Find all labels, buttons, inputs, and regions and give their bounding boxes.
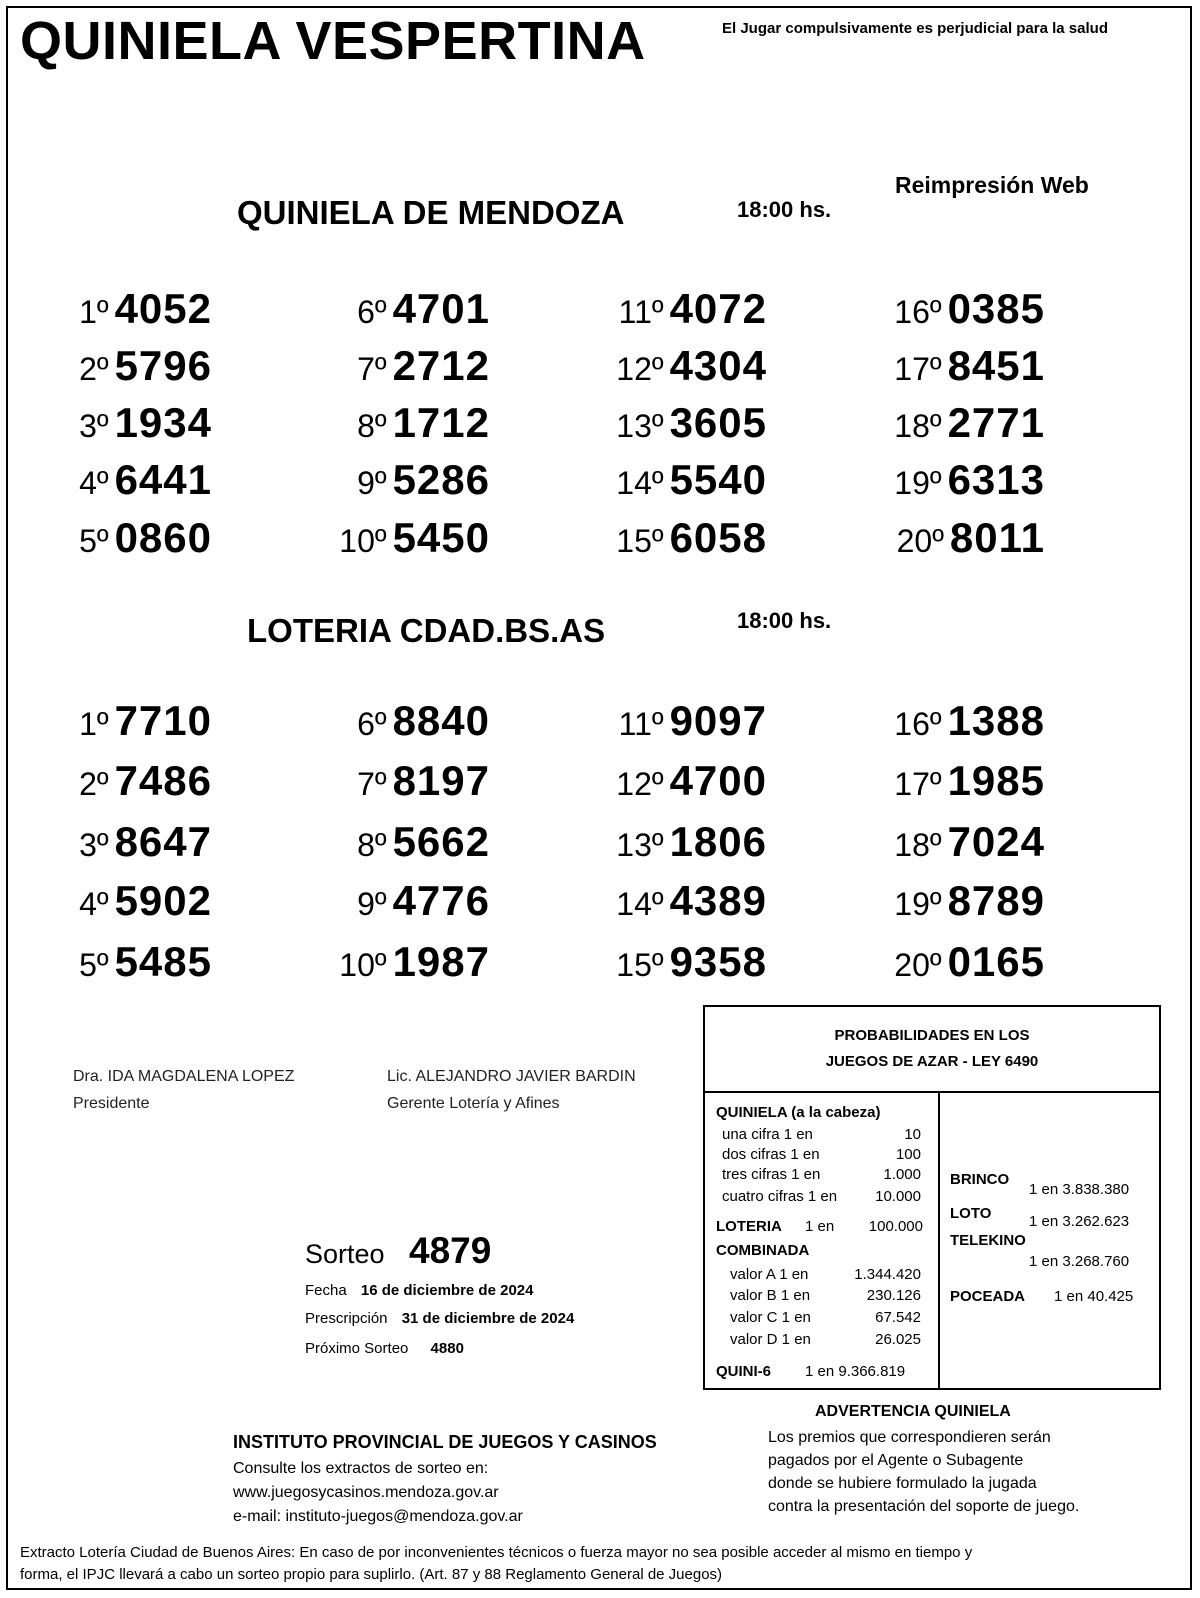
draw-position: 9º <box>357 465 387 501</box>
draw-number: 7024 <box>947 818 1045 865</box>
bsas-title: LOTERIA CDAD.BS.AS <box>247 612 606 649</box>
advertencia-title: ADVERTENCIA QUINIELA <box>815 1403 1011 1420</box>
draw-number: 6313 <box>947 456 1045 503</box>
signature-name: Dra. IDA MAGDALENA LOPEZ <box>73 1068 295 1085</box>
draw-number: 6058 <box>669 514 767 561</box>
draw-position: 17º <box>894 351 942 387</box>
draw-position: 4º <box>79 465 109 501</box>
draw-result <box>557 938 767 985</box>
draw-result <box>2 514 212 561</box>
poceada-prob-label: POCEADA <box>950 1288 1026 1305</box>
institute-block <box>233 1432 657 1529</box>
combinada-prob-label: valor B 1 en <box>730 1287 811 1304</box>
footer-line-1: Extracto Lotería Ciudad de Buenos Aires: En caso de por inconvenientes técnicos o fuerza mayor no sea posible acceder al mismo en tiempo y <box>20 1544 973 1561</box>
probabilities-title-2: JUEGOS DE AZAR - LEY 6490 <box>825 1053 1039 1070</box>
quiniela-prob-value: 1.000 <box>883 1166 921 1183</box>
draw-result <box>280 456 490 503</box>
draw-number: 4304 <box>669 342 767 389</box>
draw-result <box>835 938 1045 985</box>
draw-result <box>2 877 212 924</box>
draw-position: 11º <box>618 294 664 330</box>
institute-website: www.juegosycasinos.mendoza.gov.ar <box>233 1484 499 1501</box>
draw-position: 14º <box>616 886 664 922</box>
mendoza-time: 18:00 hs. <box>737 197 832 222</box>
draw-result <box>835 285 1045 332</box>
telekino-prob-label: TELEKINO <box>950 1232 1026 1249</box>
advertencia-line: Los premios que correspondieren serán <box>768 1429 1051 1446</box>
brinco-prob-label: BRINCO <box>950 1171 1010 1188</box>
draw-position: 7º <box>357 351 387 387</box>
draw-result <box>2 697 212 744</box>
draw-result <box>2 285 212 332</box>
loteria-prob-en: 1 en <box>805 1218 835 1235</box>
signature-manager <box>387 1063 636 1117</box>
loto-prob-label: LOTO <box>950 1205 992 1222</box>
draw-number: 3605 <box>669 399 767 446</box>
draw-number: 4072 <box>669 285 767 332</box>
quiniela-prob-value: 10 <box>904 1126 921 1143</box>
advertencia-line: contra la presentación del soporte de juego. <box>768 1498 1080 1515</box>
draw-result <box>280 399 490 446</box>
quini6-prob-value: 1 en 9.366.819 <box>805 1363 906 1380</box>
fecha-label: Fecha <box>305 1282 347 1299</box>
quiniela-prob-value: 10.000 <box>875 1188 921 1205</box>
draw-position: 13º <box>616 827 664 863</box>
draw-position: 5º <box>79 523 109 559</box>
draw-result <box>557 514 767 561</box>
sorteo-block <box>305 1230 491 1272</box>
draw-position: 6º <box>357 294 387 330</box>
draw-result <box>835 399 1045 446</box>
advertencia-line: pagados por el Agente o Subagente <box>768 1452 1024 1469</box>
draw-number: 8451 <box>947 342 1045 389</box>
draw-number: 0860 <box>114 514 212 561</box>
telekino-prob-value: 1 en 3.268.760 <box>1029 1253 1130 1270</box>
draw-position: 9º <box>357 886 387 922</box>
prescripcion-value: 31 de diciembre de 2024 <box>401 1310 575 1327</box>
health-warning: El Jugar compulsivamente es perjudicial para la salud <box>722 20 1108 37</box>
draw-number: 1985 <box>947 757 1045 804</box>
signature-role: Gerente Lotería y Afines <box>387 1095 560 1112</box>
draw-result <box>280 938 490 985</box>
draw-number: 5796 <box>114 342 212 389</box>
draw-number: 5662 <box>392 818 490 865</box>
draw-number: 5485 <box>114 938 212 985</box>
advertencia-text <box>768 1426 1079 1518</box>
draw-result <box>835 697 1045 744</box>
combinada-prob-value: 67.542 <box>875 1309 921 1326</box>
draw-position: 2º <box>79 766 109 802</box>
loto-prob-value: 1 en 3.262.623 <box>1029 1213 1130 1230</box>
bsas-time: 18:00 hs. <box>737 608 832 633</box>
draw-result <box>2 818 212 865</box>
draw-position: 16º <box>894 294 942 330</box>
prescripcion-label: Prescripción <box>305 1310 388 1327</box>
draw-position: 13º <box>616 408 664 444</box>
draw-result <box>557 818 767 865</box>
reprint-label: Reimpresión Web <box>895 172 1089 198</box>
draw-number: 8647 <box>114 818 212 865</box>
probabilities-title-1: PROBABILIDADES EN LOS <box>834 1027 1030 1044</box>
draw-position: 12º <box>616 351 664 387</box>
draw-result <box>557 697 767 744</box>
quiniela-prob-label: tres cifras 1 en <box>722 1166 821 1183</box>
mendoza-title: QUINIELA DE MENDOZA <box>237 194 625 231</box>
institute-line-1: Consulte los extractos de sorteo en: <box>233 1460 489 1477</box>
institute-name: INSTITUTO PROVINCIAL DE JUEGOS Y CASINOS <box>233 1432 657 1452</box>
draw-result <box>2 757 212 804</box>
draw-result <box>280 342 490 389</box>
draw-position: 12º <box>616 766 664 802</box>
draw-position: 17º <box>894 766 942 802</box>
draw-number: 8840 <box>392 697 490 744</box>
combinada-prob-value: 26.025 <box>875 1331 921 1348</box>
loteria-prob-value: 100.000 <box>868 1218 923 1235</box>
probabilities-box <box>703 1005 1161 1390</box>
advertencia-line: donde se hubiere formulado la jugada <box>768 1475 1037 1492</box>
draw-result <box>835 877 1045 924</box>
draw-result <box>2 342 212 389</box>
probabilities-divider <box>938 1093 940 1390</box>
quiniela-prob-label: una cifra 1 en <box>722 1126 813 1143</box>
draw-position: 8º <box>357 827 387 863</box>
draw-result <box>557 399 767 446</box>
draw-position: 18º <box>894 827 942 863</box>
draw-number: 4776 <box>392 877 490 924</box>
draw-number: 1934 <box>114 399 212 446</box>
draw-number: 8197 <box>392 757 490 804</box>
draw-number: 5540 <box>669 456 767 503</box>
draw-number: 7710 <box>114 697 212 744</box>
draw-number: 5450 <box>392 514 490 561</box>
draw-position: 10º <box>339 523 387 559</box>
draw-position: 5º <box>79 947 109 983</box>
signature-role: Presidente <box>73 1095 150 1112</box>
draw-result <box>280 757 490 804</box>
draw-number: 1712 <box>392 399 490 446</box>
draw-number: 1388 <box>947 697 1045 744</box>
draw-number: 0385 <box>947 285 1045 332</box>
quiniela-prob-label: cuatro cifras 1 en <box>722 1188 838 1205</box>
draw-result <box>280 818 490 865</box>
draw-position: 8º <box>357 408 387 444</box>
draw-number: 5286 <box>392 456 490 503</box>
draw-position: 6º <box>357 706 387 742</box>
brinco-prob-value: 1 en 3.838.380 <box>1029 1181 1130 1198</box>
draw-number: 1806 <box>669 818 767 865</box>
combinada-prob-label: valor A 1 en <box>730 1266 809 1283</box>
draw-position: 3º <box>79 827 109 863</box>
draw-result <box>557 877 767 924</box>
combinada-prob-label: valor D 1 en <box>730 1331 811 1348</box>
fecha-value: 16 de diciembre de 2024 <box>360 1282 534 1299</box>
draw-number: 1987 <box>392 938 490 985</box>
draw-position: 15º <box>616 947 664 983</box>
draw-result <box>557 342 767 389</box>
proximo-label: Próximo Sorteo <box>305 1340 409 1357</box>
draw-number: 9097 <box>669 697 767 744</box>
page-title: QUINIELA VESPERTINA <box>20 11 646 71</box>
draw-result <box>2 456 212 503</box>
draw-number: 4701 <box>392 285 490 332</box>
combinada-prob-value: 230.126 <box>866 1287 921 1304</box>
draw-position: 10º <box>339 947 387 983</box>
proximo-row <box>305 1340 464 1357</box>
draw-number: 7486 <box>114 757 212 804</box>
sorteo-number: 4879 <box>409 1230 492 1271</box>
combinada-prob-label: valor C 1 en <box>730 1309 811 1326</box>
draw-number: 2771 <box>947 399 1045 446</box>
loteria-prob-label: LOTERIA <box>716 1218 782 1235</box>
proximo-value: 4880 <box>430 1340 464 1357</box>
sorteo-label: Sorteo <box>305 1239 385 1269</box>
draw-number: 4389 <box>669 877 767 924</box>
draw-number: 0165 <box>947 938 1045 985</box>
draw-result <box>835 818 1045 865</box>
quiniela-prob-value: 100 <box>895 1146 921 1163</box>
prescripcion-row <box>305 1310 574 1327</box>
draw-number: 8789 <box>947 877 1045 924</box>
draw-number: 8011 <box>949 514 1045 561</box>
draw-position: 4º <box>79 886 109 922</box>
draw-result <box>280 514 490 561</box>
draw-position: 3º <box>79 408 109 444</box>
signature-name: Lic. ALEJANDRO JAVIER BARDIN <box>387 1068 636 1085</box>
draw-result <box>835 342 1045 389</box>
draw-position: 1º <box>79 294 109 330</box>
draw-position: 19º <box>894 465 942 501</box>
institute-email: e-mail: instituto-juegos@mendoza.gov.ar <box>233 1508 523 1525</box>
draw-result <box>835 514 1045 561</box>
draw-position: 1º <box>79 706 109 742</box>
draw-position: 15º <box>616 523 664 559</box>
draw-number: 4052 <box>114 285 212 332</box>
draw-result <box>557 757 767 804</box>
draw-result <box>280 697 490 744</box>
draw-position: 20º <box>896 523 944 559</box>
footer-line-2: forma, el IPJC llevará a cabo un sorteo propio para suplirlo. (Art. 87 y 88 Reglamento General de Juegos) <box>20 1566 723 1583</box>
draw-result <box>835 757 1045 804</box>
draw-position: 18º <box>894 408 942 444</box>
signature-president <box>73 1063 294 1117</box>
quiniela-prob-title: QUINIELA (a la cabeza) <box>716 1104 881 1121</box>
draw-position: 14º <box>616 465 664 501</box>
draw-result <box>2 399 212 446</box>
draw-number: 9358 <box>669 938 767 985</box>
quiniela-prob-label: dos cifras 1 en <box>722 1146 820 1163</box>
draw-result <box>557 456 767 503</box>
draw-result <box>280 877 490 924</box>
draw-position: 7º <box>357 766 387 802</box>
draw-position: 16º <box>894 706 942 742</box>
quini6-prob-label: QUINI-6 <box>716 1363 772 1380</box>
draw-position: 19º <box>894 886 942 922</box>
footer-note <box>20 1542 972 1586</box>
combinada-prob-title: COMBINADA <box>716 1242 810 1259</box>
fecha-row <box>305 1282 533 1299</box>
draw-position: 11º <box>618 706 664 742</box>
draw-result <box>835 456 1045 503</box>
draw-result <box>557 285 767 332</box>
draw-number: 2712 <box>392 342 490 389</box>
probabilities-heading <box>705 1007 1159 1093</box>
draw-number: 4700 <box>669 757 767 804</box>
draw-position: 20º <box>894 947 942 983</box>
draw-result <box>2 938 212 985</box>
draw-number: 6441 <box>114 456 212 503</box>
draw-position: 2º <box>79 351 109 387</box>
poceada-prob-value: 1 en 40.425 <box>1054 1288 1134 1305</box>
draw-result <box>280 285 490 332</box>
draw-number: 5902 <box>114 877 212 924</box>
combinada-prob-value: 1.344.420 <box>854 1266 921 1283</box>
